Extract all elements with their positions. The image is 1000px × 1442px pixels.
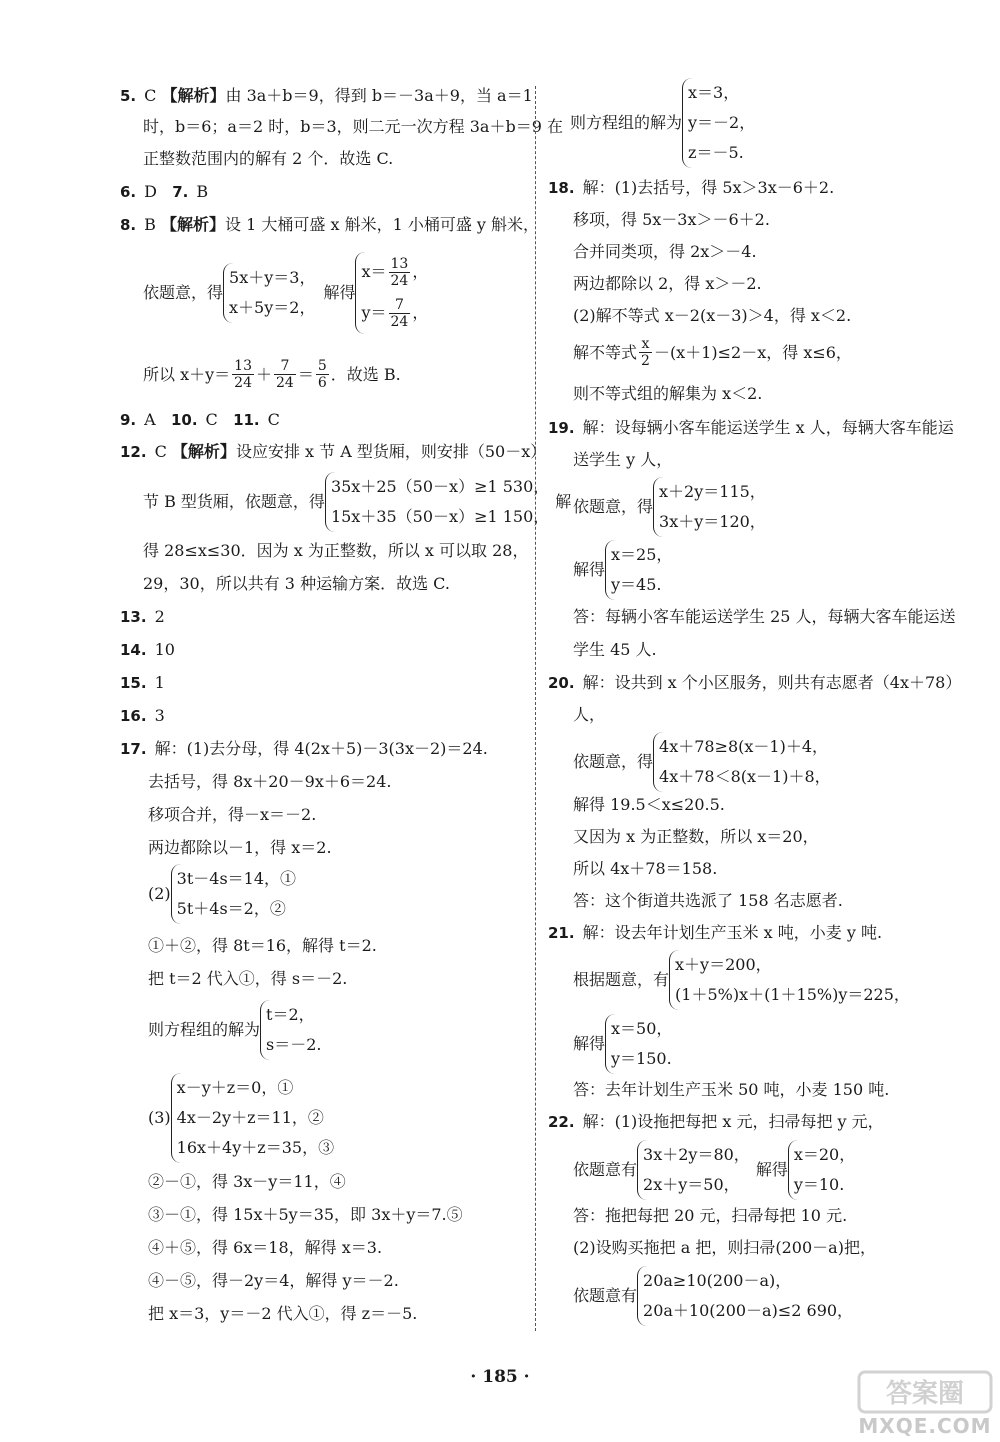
q9-q11: 9. A 10. C 11. C <box>120 410 280 429</box>
page-number: · 185 · <box>470 1367 530 1387</box>
q17-line3: 移项合并，得－x＝－2. <box>148 805 317 824</box>
q8-conclusion: 所以 x＋y＝ $\frac{13}{24}$ ＋ $\frac{7}{24}$ ＝ $\frac{5}{6}$ ．故选 B. <box>143 358 401 391</box>
q18-line7: 则不等式组的解集为 x＜2. <box>573 384 763 403</box>
q14: 14. 10 <box>120 640 175 659</box>
q22-line3: (2)设购买拖把 a 把，则扫帚(200－a)把， <box>573 1238 876 1257</box>
q8-equation-system: 5x＋y＝3， x＋5y＝2， <box>223 263 315 323</box>
q17-line12: 把 x＝3，y＝－2 代入①，得 z＝－5. <box>148 1304 418 1323</box>
q21-line1: 21. 解：设去年计划生产玉米 x 吨，小麦 y 吨. <box>548 923 883 942</box>
q21-line2: 答：去年计划生产玉米 50 吨，小麦 150 吨. <box>573 1080 890 1099</box>
q17-part2-system: (2) 3t－4s＝14，① 5t＋4s＝2，② <box>148 864 296 924</box>
q19-line4: 学生 45 人. <box>573 640 657 659</box>
q21-solution: 解得 x＝50， y＝150. <box>573 1014 672 1074</box>
q8-system-row: 依题意，得 5x＋y＝3， x＋5y＝2， 解得 x＝ $\frac{13}{24}$ ， y＝ $\frac{7}{24}$ ， <box>143 252 428 334</box>
q17-line6: 把 t＝2 代入①，得 s＝－2. <box>148 969 348 988</box>
q21-system: 根据题意，有 x＋y＝200， (1＋5%)x＋(1＋15%)y＝225， <box>573 950 910 1010</box>
column-divider <box>535 86 536 1331</box>
q20-line2: 人， <box>573 705 606 724</box>
q5-line2: 时，b＝6；a＝2 时，b＝3，则二元一次方程 3a＋b＝9 在 <box>143 117 563 136</box>
q13: 13. 2 <box>120 607 165 626</box>
q20-system: 依题意，得 4x＋78≥8(x－1)＋4， 4x＋78＜8(x－1)＋8， <box>573 732 831 792</box>
q12-line3: 得 28≤x≤30．因为 x 为正整数，所以 x 可以取 28， <box>143 541 529 560</box>
q17-line4: 两边都除以－1，得 x＝2. <box>148 838 332 857</box>
q17-line9: ③－①，得 15x＋5y＝35，即 3x＋y＝7.⑤ <box>148 1205 463 1224</box>
q6-q7: 6. D 7. B <box>120 182 209 201</box>
q22-line1: 22. 解：(1)设拖把每把 x 元，扫帚每把 y 元， <box>548 1112 884 1131</box>
q5-line1: 5. C 【解析】由 3a＋b＝9，得到 b＝－3a＋9，当 a＝1 <box>120 86 533 105</box>
q12-line4: 29，30，所以共有 3 种运输方案．故选 C. <box>143 574 450 593</box>
q17-line2: 去括号，得 8x＋20－9x＋6＝24. <box>148 772 392 791</box>
q20-line5: 所以 4x＋78＝158. <box>573 859 718 878</box>
q20-line4: 又因为 x 为正整数，所以 x＝20， <box>573 827 819 846</box>
q17-line10: ④＋⑤，得 6x＝18，解得 x＝3. <box>148 1238 383 1257</box>
q17-line11: ④－⑤，得－2y＝4，解得 y＝－2. <box>148 1271 399 1290</box>
q20-line3: 解得 19.5＜x≤20.5. <box>573 795 725 814</box>
q17-line1: 17. 解：(1)去分母，得 4(2x＋5)－3(3x－2)＝24. <box>120 739 488 758</box>
q19-line1: 19. 解：设每辆小客车能运送学生 x 人，每辆大客车能运 <box>548 418 954 437</box>
q19-system: 依题意，得 x＋2y＝115， 3x＋y＝120， <box>573 477 766 537</box>
q18-line6: 解不等式 $\frac{x}{2}$ －(x＋1)≤2－x，得 x≤6， <box>573 336 852 369</box>
q22-system: 依题意有 3x＋2y＝80， 2x＋y＝50， 解得 x＝20， y＝10. <box>573 1140 855 1200</box>
q17-part3-system: (3) x－y＋z＝0，① 4x－2y＋z＝11，② 16x＋4y＋z＝35，③ <box>148 1073 334 1163</box>
q8-line1: 8. B 【解析】设 1 大桶可盛 x 斛米，1 小桶可盛 y 斛米， <box>120 215 540 234</box>
q22-inequality-system: 依题意有 20a≥10(200－a)， 20a＋10(200－a)≤2 690， <box>573 1266 853 1326</box>
q18-line3: 合并同类项，得 2x＞－4. <box>573 242 757 261</box>
q17-line5: ①＋②，得 8t＝16，解得 t＝2. <box>148 936 377 955</box>
q15: 15. 1 <box>120 673 165 692</box>
q17-part3-solution: 则方程组的解为 x＝3， y＝－2， z＝－5. <box>570 78 755 168</box>
q18-line4: 两边都除以 2，得 x＞－2. <box>573 274 762 293</box>
q19-line3: 答：每辆小客车能运送学生 25 人，每辆大客车能运送 <box>573 607 956 626</box>
q17-part2-solution: 则方程组的解为 t＝2， s＝－2. <box>148 1000 322 1060</box>
q19-solution: 解得 x＝25， y＝45. <box>573 540 672 600</box>
q5-line3: 正整数范围内的解有 2 个．故选 C. <box>143 149 394 168</box>
q20-line1: 20. 解：设共到 x 个小区服务，则共有志愿者（4x＋78） <box>548 673 962 692</box>
q18-line5: (2)解不等式 x－2(x－3)＞4，得 x＜2. <box>573 306 852 325</box>
q22-line2: 答：拖把每把 20 元，扫帚每把 10 元. <box>573 1206 848 1225</box>
q16: 16. 3 <box>120 706 165 725</box>
q12-system-row: 节 B 型货厢，依题意，得 35x＋25（50－x）≥1 530， 15x＋35（50－x）≥1 150， 解 <box>143 472 571 532</box>
q19-line2: 送学生 y 人， <box>573 450 673 469</box>
watermark-text: MXQE.COM <box>858 1414 992 1438</box>
q17-line8: ②－①，得 3x－y＝11，④ <box>148 1172 346 1191</box>
q18-line1: 18. 解：(1)去括号，得 5x＞3x－6＋2. <box>548 178 835 197</box>
q8-solution-system: x＝ $\frac{13}{24}$ ， y＝ $\frac{7}{24}$ ， <box>355 252 428 334</box>
q12-inequality-system: 35x＋25（50－x）≥1 530， 15x＋35（50－x）≥1 150， <box>325 472 549 532</box>
q18-line2: 移项，得 5x－3x＞－6＋2. <box>573 210 770 229</box>
q20-line6: 答：这个街道共选派了 158 名志愿者. <box>573 891 843 910</box>
watermark-logo-text: 答案圈 <box>885 1379 965 1409</box>
q12-line1: 12. C 【解析】设应安排 x 节 A 型货厢，则安排（50－x） <box>120 442 547 461</box>
